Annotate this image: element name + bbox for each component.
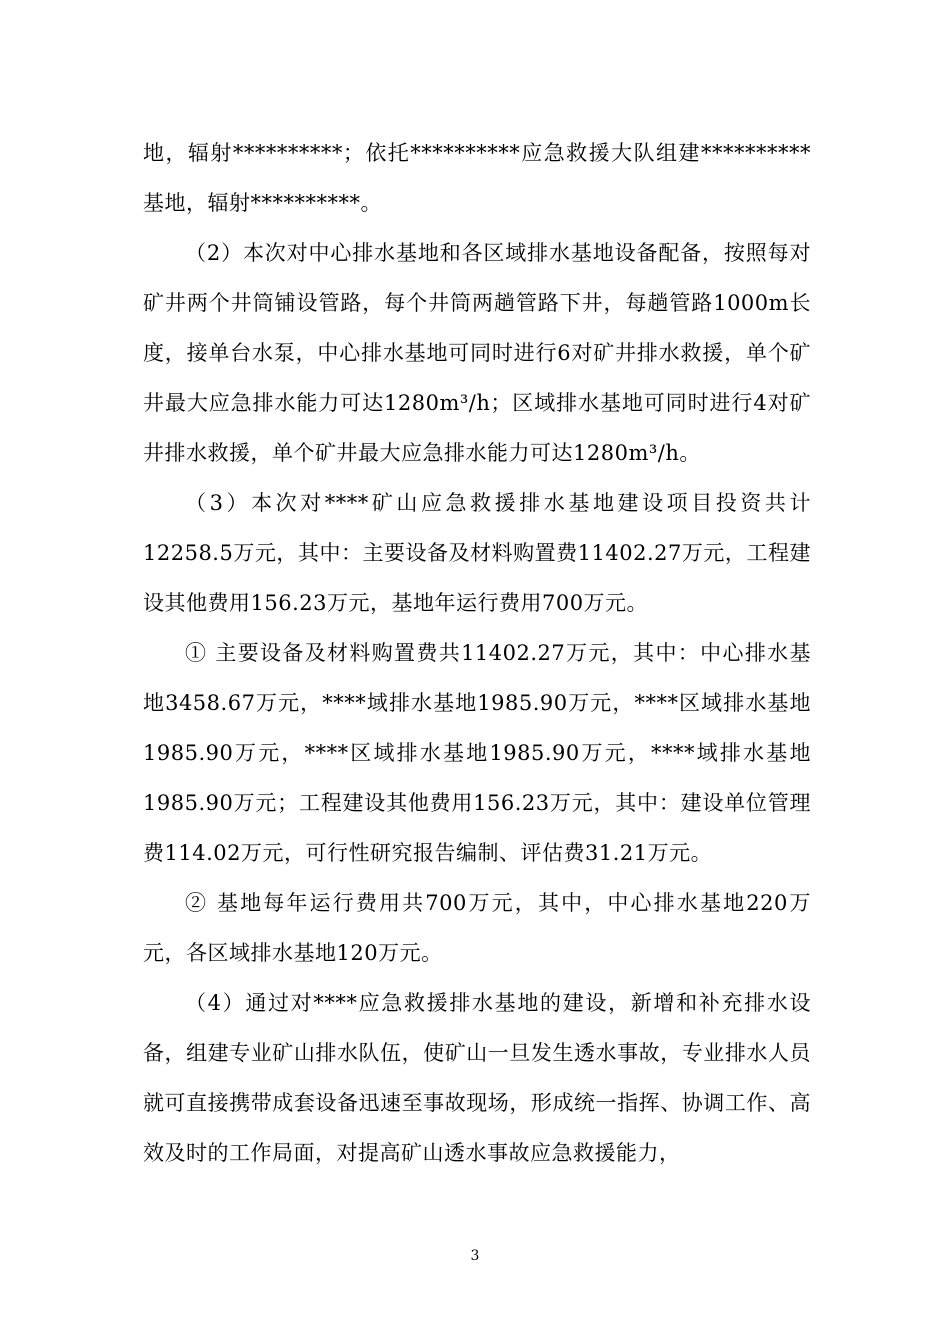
paragraph-annual-operating-cost: ② 基地每年运行费用共700万元，其中，中心排水基地220万元，各区域排水基地120万元。 <box>143 891 811 965</box>
paragraph-equipment-cost: ① 主要设备及材料购置费共11402.27万元，其中：中心排水基地3458.67万元，****域排水基地1985.90万元，****区域排水基地1985.90万元，****区域排水基地1985.90万元，****域排水基地1985.90万元；工程建设其他费用156.23万元，其中：建设单位管理费114.02万元，可行性研究报告编制、评估费31.21万元。 <box>143 641 811 865</box>
paragraph-project-benefits: （4）通过对****应急救援排水基地的建设，新增和补充排水设备，组建专业矿山排水队伍，使矿山一旦发生透水事故，专业排水人员就可直接携带成套设备迅速至事故现场，形成统一指挥、协调工作、高效及时的工作局面，对提高矿山透水事故应急救援能力， <box>143 991 811 1165</box>
paragraph-drainage-equipment: （2）本次对中心排水基地和各区域排水基地设备配备，按照每对矿井两个井筒铺设管路，每个井筒两趟管路下井，每趟管路1000m长度，接单台水泵，中心排水基地可同时进行6对矿井排水救援，单个矿井最大应急排水能力可达1280m³/h；区域排水基地可同时进行4对矿井排水救援，单个矿井最大应急排水能力可达1280m³/h。 <box>143 241 811 465</box>
paragraph-investment-total: （3）本次对****矿山应急救援排水基地建设项目投资共计12258.5万元，其中：主要设备及材料购置费11402.27万元，工程建设其他费用156.23万元，基地年运行费用700万元。 <box>143 491 811 615</box>
page-number: 3 <box>470 1248 480 1264</box>
document-body <box>143 128 811 1178</box>
paragraph-continuation: 地，辐射**********；依托**********应急救援大队组建**********基地，辐射**********。 <box>143 141 811 215</box>
